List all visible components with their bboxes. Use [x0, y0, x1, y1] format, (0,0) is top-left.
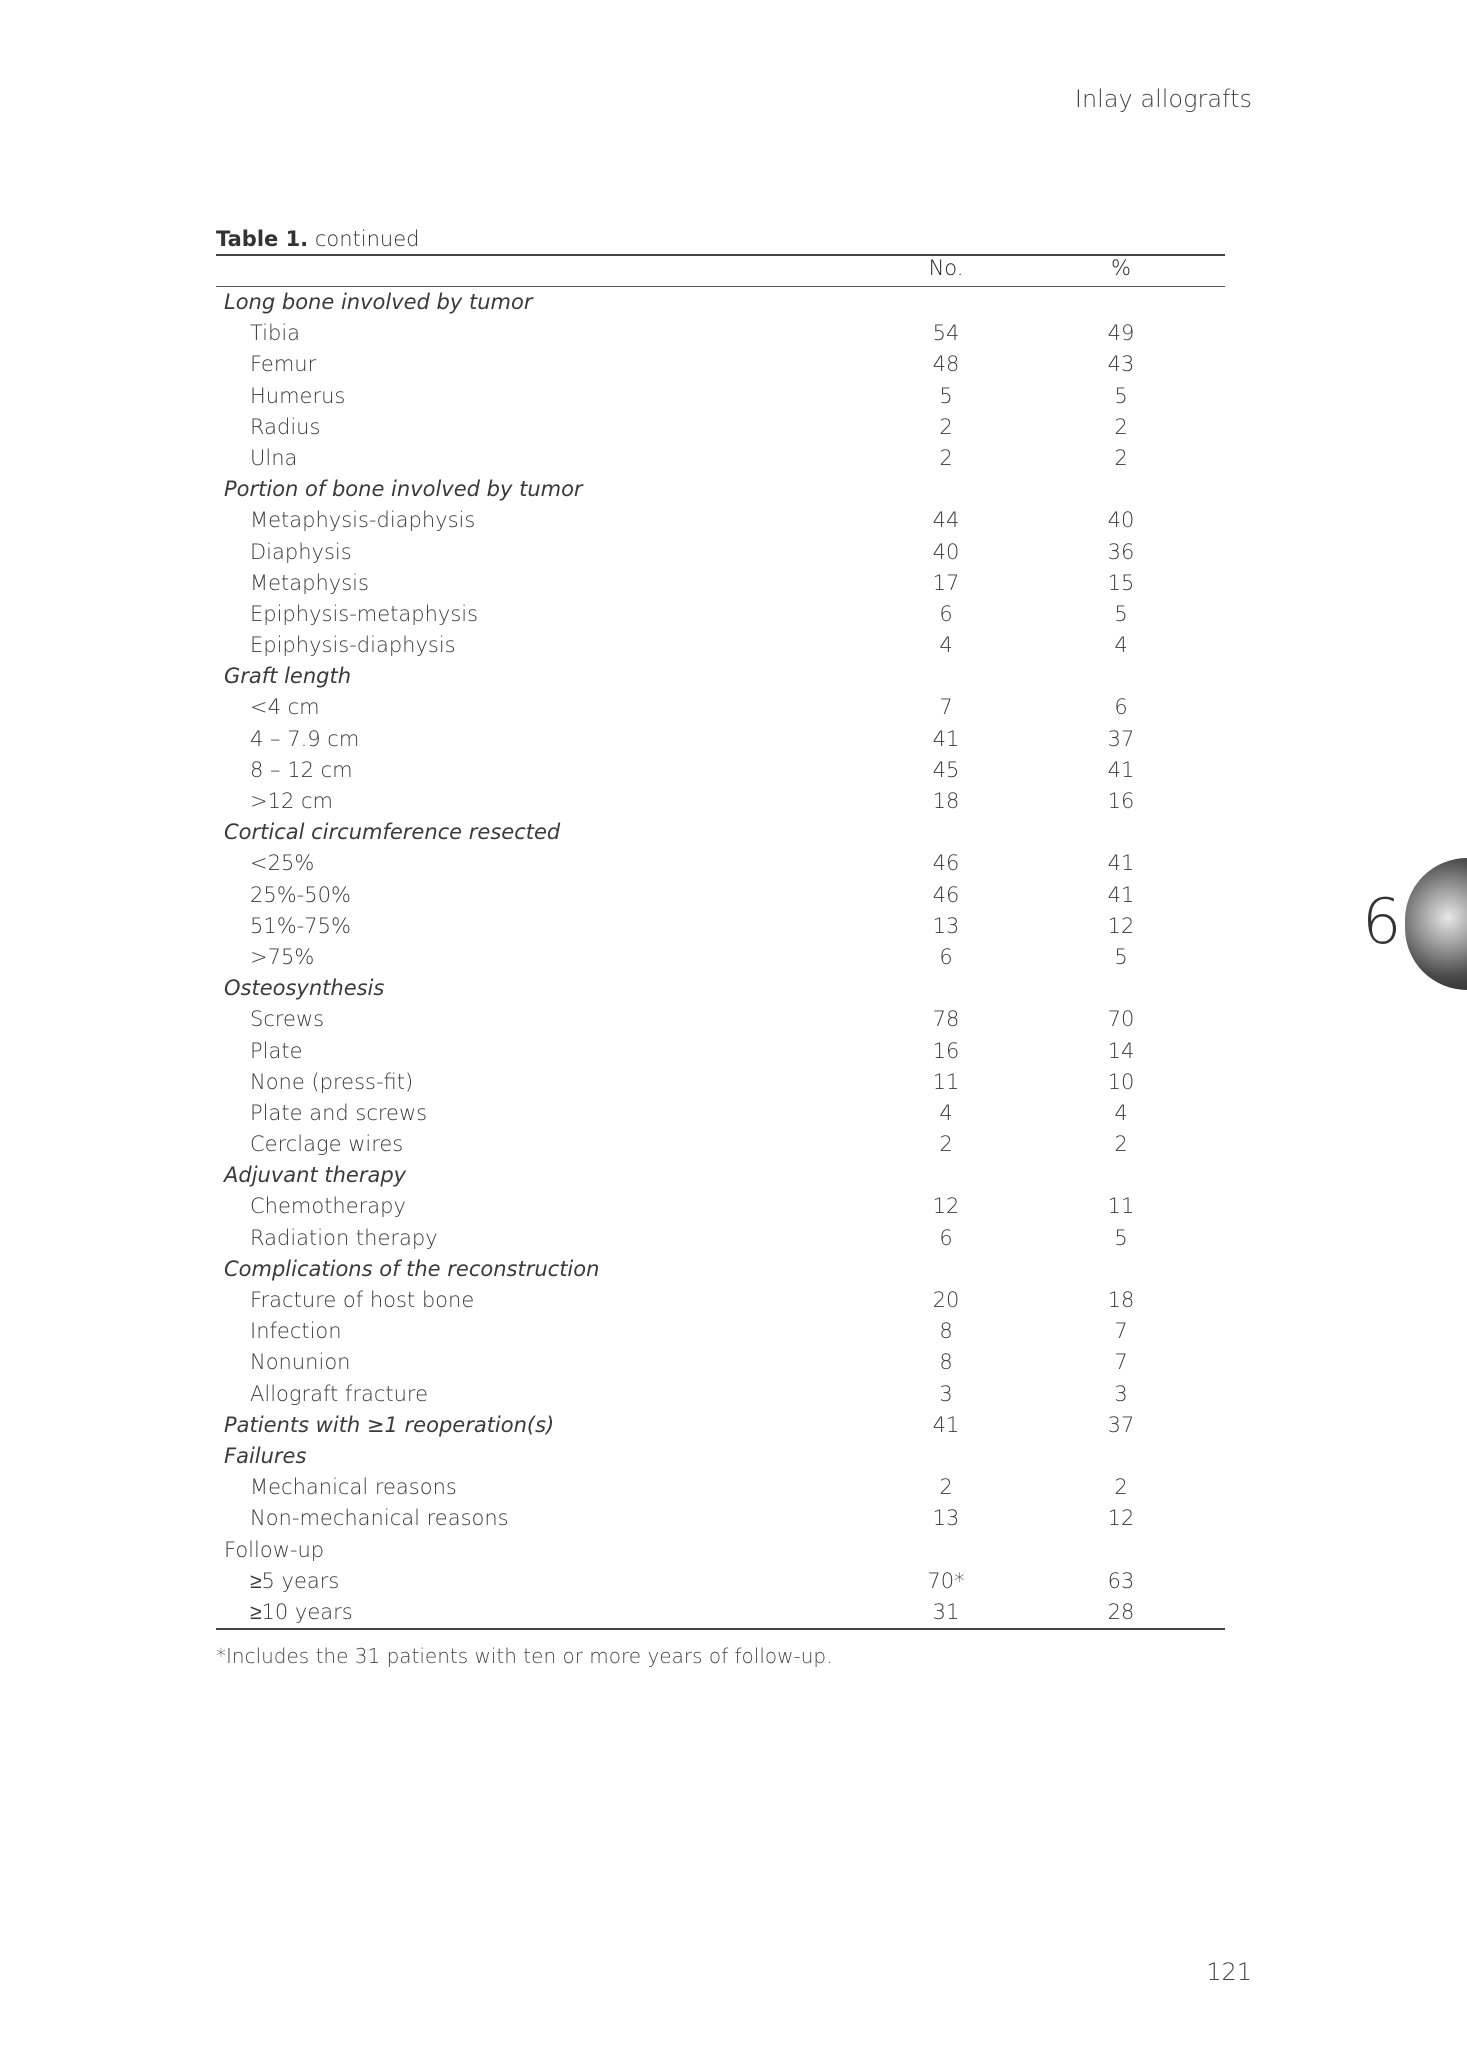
table-group-row — [216, 1160, 1225, 1191]
table-row — [216, 786, 1225, 817]
row-count: 16 — [932, 1038, 960, 1063]
row-label: Mechanical reasons — [250, 1475, 457, 1500]
row-count: 54 — [932, 321, 960, 346]
row-label: Screws — [250, 1007, 325, 1032]
row-label: Epiphysis-diaphysis — [250, 633, 456, 658]
row-label: Non-mechanical reasons — [250, 1506, 509, 1531]
row-count: 48 — [932, 352, 960, 377]
table-row — [216, 755, 1225, 786]
table-caption-label: Table 1. — [216, 227, 309, 251]
table-group-row — [216, 661, 1225, 692]
row-label: Cortical circumference resected — [224, 820, 561, 845]
row-count: 40 — [932, 539, 960, 564]
row-label: <25% — [250, 851, 315, 876]
table-row — [216, 412, 1225, 443]
row-count: 44 — [932, 508, 960, 533]
row-count: 18 — [932, 789, 960, 813]
row-label: Infection — [250, 1319, 342, 1344]
row-label: Metaphysis-diaphysis — [250, 508, 476, 533]
table-group-row — [216, 973, 1225, 1004]
row-label: 51%-75% — [250, 913, 351, 938]
row-percent: 2 — [1114, 1132, 1128, 1157]
row-percent: 40 — [1107, 508, 1135, 533]
table-row — [216, 1223, 1225, 1254]
table-row — [216, 1379, 1225, 1410]
table-row — [216, 537, 1225, 568]
row-percent: 18 — [1107, 1288, 1135, 1312]
row-label: Radiation therapy — [250, 1225, 438, 1250]
row-percent: 5 — [1114, 944, 1128, 969]
table-row — [216, 1316, 1225, 1347]
table-caption — [216, 226, 1225, 252]
row-percent: 70 — [1107, 1007, 1135, 1032]
row-label: Plate — [250, 1038, 303, 1063]
table-row — [216, 630, 1225, 661]
table-row — [216, 349, 1225, 380]
row-percent: 41 — [1107, 851, 1135, 876]
row-label: Patients with ≥1 reoperation(s) — [224, 1412, 555, 1437]
row-percent: 2 — [1114, 445, 1128, 470]
table-row — [216, 1004, 1225, 1035]
row-label: Diaphysis — [250, 539, 352, 564]
row-count: 4 — [939, 633, 953, 658]
row-percent: 15 — [1107, 570, 1135, 595]
table-row — [216, 1285, 1225, 1316]
row-count: 2 — [939, 1475, 953, 1500]
row-label: Ulna — [250, 445, 298, 470]
row-percent: 2 — [1114, 1475, 1128, 1500]
row-count: 7 — [939, 695, 953, 720]
row-percent: 11 — [1107, 1194, 1135, 1219]
table-row — [216, 1503, 1225, 1534]
row-label: Fracture of host bone — [250, 1288, 475, 1312]
row-label: Long bone involved by tumor — [224, 290, 533, 314]
row-count: 8 — [939, 1319, 953, 1344]
row-label: Nonunion — [250, 1350, 351, 1375]
table-row — [216, 1472, 1225, 1503]
row-percent: 7 — [1114, 1350, 1128, 1375]
row-count: 20 — [932, 1288, 960, 1312]
row-label: 25%-50% — [250, 882, 351, 907]
row-percent: 41 — [1107, 882, 1135, 907]
column-header-percent: % — [1111, 256, 1131, 280]
row-label: Portion of bone involved by tumor — [224, 477, 583, 502]
row-percent: 3 — [1114, 1381, 1128, 1406]
row-label: 4 – 7.9 cm — [250, 726, 360, 751]
row-percent: 12 — [1107, 913, 1135, 938]
row-percent: 63 — [1107, 1568, 1135, 1593]
row-count: 2 — [939, 445, 953, 470]
row-percent: 2 — [1114, 414, 1128, 439]
table-bottom-rule — [216, 1628, 1225, 1630]
row-label: Femur — [250, 352, 317, 377]
column-header-no: No. — [928, 256, 964, 280]
row-percent: 16 — [1107, 789, 1135, 813]
row-count: 78 — [932, 1007, 960, 1032]
row-label: ≥10 years — [250, 1599, 353, 1624]
table-group-row — [216, 474, 1225, 505]
row-label: >75% — [250, 944, 315, 969]
row-percent: 37 — [1107, 1412, 1135, 1437]
table-row — [216, 1129, 1225, 1160]
table-header-row — [216, 256, 1225, 287]
row-count: 45 — [932, 757, 960, 782]
row-percent: 4 — [1114, 1100, 1128, 1125]
table-row — [216, 599, 1225, 630]
row-label: Allograft fracture — [250, 1381, 428, 1406]
row-count: 8 — [939, 1350, 953, 1375]
table-row — [216, 443, 1225, 474]
row-count: 46 — [932, 851, 960, 876]
row-label: Follow-up — [224, 1537, 325, 1562]
row-label: ≥5 years — [250, 1568, 340, 1593]
row-count: 5 — [939, 383, 953, 408]
table-row — [216, 1191, 1225, 1222]
row-label: 8 – 12 cm — [250, 757, 353, 782]
row-percent: 4 — [1114, 633, 1128, 658]
row-percent: 14 — [1107, 1038, 1135, 1063]
table-caption-text: continued — [308, 227, 420, 251]
row-count: 6 — [939, 1225, 953, 1250]
table-row — [216, 692, 1225, 723]
row-count: 41 — [932, 726, 960, 751]
row-count: 70* — [927, 1568, 965, 1593]
row-percent: 37 — [1107, 726, 1135, 751]
page-number: 121 — [1206, 1958, 1252, 1986]
row-label: Chemotherapy — [250, 1194, 406, 1219]
table-row — [216, 880, 1225, 911]
row-label: Adjuvant therapy — [224, 1163, 407, 1188]
table-row — [216, 1597, 1225, 1628]
table-body — [216, 287, 1225, 1628]
table-row — [216, 1098, 1225, 1129]
row-label: Failures — [224, 1443, 307, 1468]
row-label: Humerus — [250, 383, 346, 408]
row-percent: 5 — [1114, 1225, 1128, 1250]
row-count: 6 — [939, 944, 953, 969]
row-count: 6 — [939, 601, 953, 626]
row-label: Cerclage wires — [250, 1132, 404, 1157]
row-label: Radius — [250, 414, 321, 439]
row-label: Complications of the reconstruction — [224, 1256, 600, 1281]
table-1 — [216, 226, 1225, 1668]
row-percent: 43 — [1107, 352, 1135, 377]
row-label: Graft length — [224, 664, 352, 689]
chapter-number: 6 — [1362, 885, 1402, 958]
row-percent: 49 — [1107, 321, 1135, 346]
row-label: <4 cm — [250, 695, 320, 720]
row-count: 4 — [939, 1100, 953, 1125]
row-percent: 10 — [1107, 1069, 1135, 1094]
row-percent: 5 — [1114, 383, 1128, 408]
table-group-row — [216, 1410, 1225, 1441]
row-count: 2 — [939, 1132, 953, 1157]
table-row — [216, 942, 1225, 973]
table-row — [216, 724, 1225, 755]
row-count: 17 — [932, 570, 960, 595]
row-label: Metaphysis — [250, 570, 369, 595]
table-group-row — [216, 1535, 1225, 1566]
table-row — [216, 318, 1225, 349]
row-count: 41 — [932, 1412, 960, 1437]
row-percent: 28 — [1107, 1599, 1135, 1624]
table-row — [216, 505, 1225, 536]
row-label: Osteosynthesis — [224, 976, 385, 1001]
table-row — [216, 1036, 1225, 1067]
row-count: 11 — [932, 1069, 960, 1094]
row-label: Tibia — [250, 321, 301, 346]
row-count: 46 — [932, 882, 960, 907]
row-label: >12 cm — [250, 789, 333, 813]
row-percent: 7 — [1114, 1319, 1128, 1344]
table-group-row — [216, 817, 1225, 848]
table-row — [216, 568, 1225, 599]
running-title: Inlay allografts — [1074, 85, 1252, 113]
row-percent: 41 — [1107, 757, 1135, 782]
row-count: 13 — [932, 913, 960, 938]
row-label: Epiphysis-metaphysis — [250, 601, 479, 626]
table-row — [216, 1067, 1225, 1098]
table-row — [216, 1566, 1225, 1597]
row-percent: 6 — [1114, 695, 1128, 720]
row-count: 2 — [939, 414, 953, 439]
table-row — [216, 848, 1225, 879]
row-percent: 5 — [1114, 601, 1128, 626]
row-label: None (press-fit) — [250, 1069, 414, 1094]
row-percent: 12 — [1107, 1506, 1135, 1531]
table-row — [216, 381, 1225, 412]
table-row — [216, 911, 1225, 942]
table-group-row — [216, 1441, 1225, 1472]
row-label: Plate and screws — [250, 1100, 428, 1125]
row-count: 3 — [939, 1381, 953, 1406]
chapter-tab-graphic — [1405, 858, 1467, 990]
row-count: 31 — [932, 1599, 960, 1624]
table-row — [216, 1347, 1225, 1378]
table-footnote: *Includes the 31 patients with ten or more years of follow-up. — [216, 1644, 833, 1669]
row-count: 12 — [932, 1194, 960, 1219]
row-percent: 36 — [1107, 539, 1135, 564]
table-group-row — [216, 287, 1225, 318]
row-count: 13 — [932, 1506, 960, 1531]
table-group-row — [216, 1254, 1225, 1285]
